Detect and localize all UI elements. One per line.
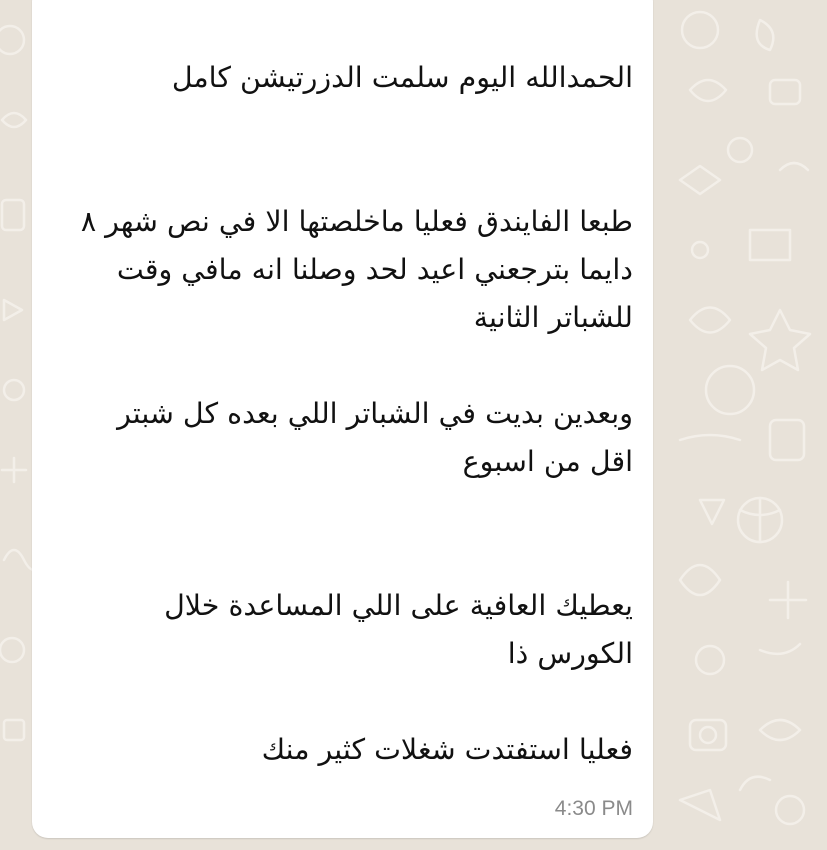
message-text bbox=[68, 54, 633, 774]
message-bubble[interactable] bbox=[32, 0, 653, 838]
message-paragraph: وبعدين بديت في الشباتر اللي بعده كل شبتر اقل من اسبوع bbox=[117, 397, 633, 478]
message-paragraph: يعطيك العافية على اللي المساعدة خلال الكورس ذا bbox=[164, 589, 633, 670]
message-paragraph: الحمدالله اليوم سلمت الدزرتيشن كامل bbox=[171, 61, 633, 94]
message-timestamp: 4:30 PM bbox=[554, 797, 633, 820]
message-paragraph: طبعا الفايندق فعليا ماخلصتها الا في نص شهر ٨ دايما بترجعني اعيد لحد وصلنا انه مافي وقت للشباتر الثانية bbox=[80, 205, 633, 334]
message-paragraph: فعليا استفتدت شغلات كثير منك bbox=[261, 733, 633, 766]
